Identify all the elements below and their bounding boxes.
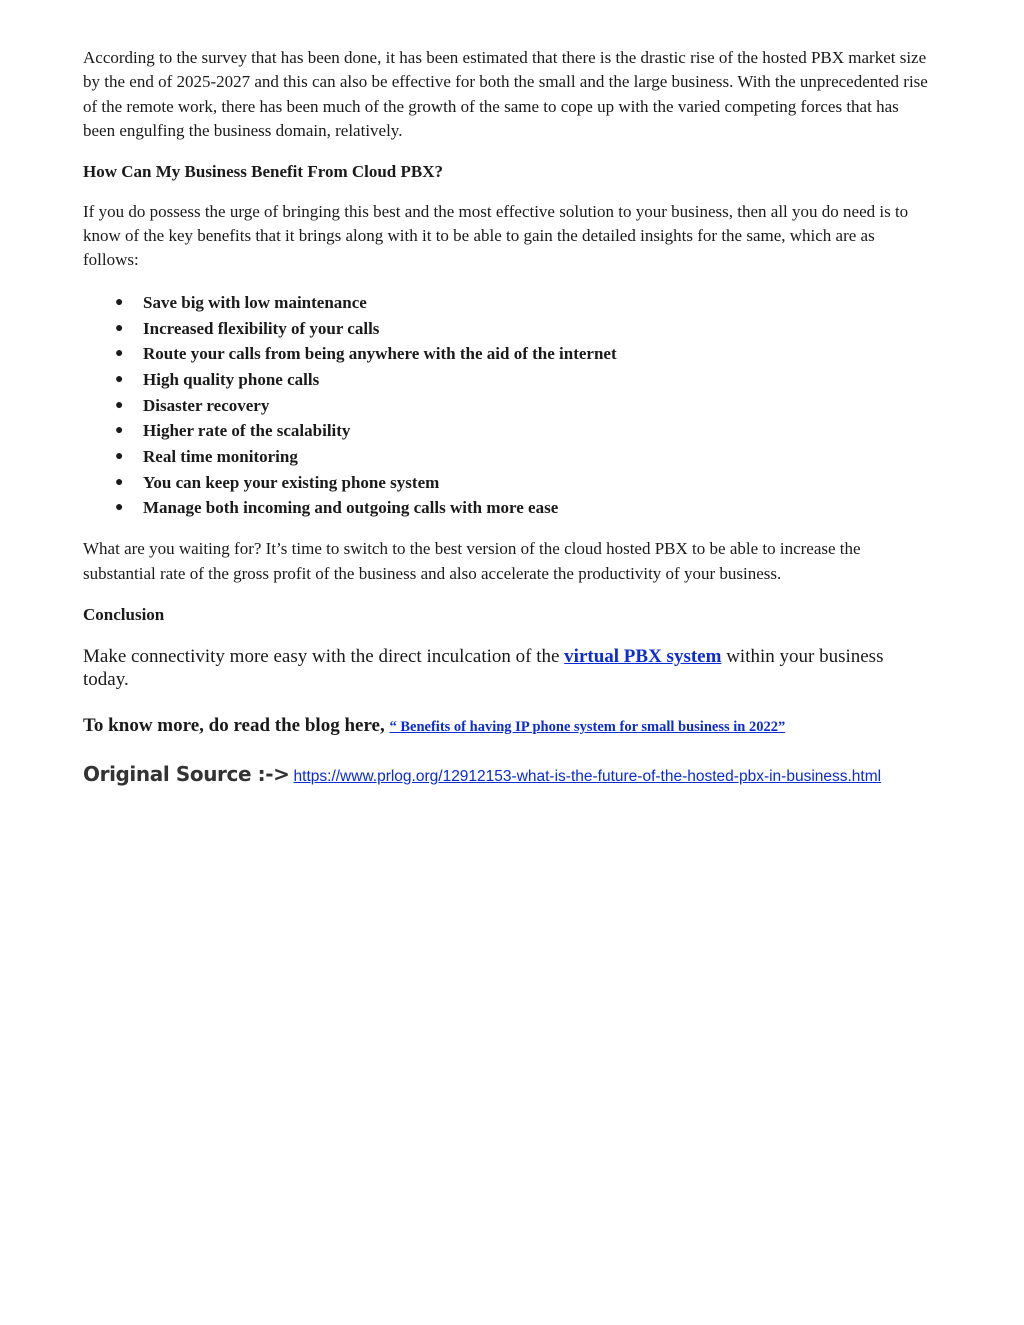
list-item-text: Higher rate of the scalability (143, 421, 351, 441)
list-item-text: Manage both incoming and outgoing calls with more ease (143, 498, 559, 518)
list-item (83, 495, 933, 521)
list-item (83, 290, 933, 316)
bullet-icon: ● (115, 320, 124, 336)
list-item (83, 393, 933, 419)
list-item-text: Real time monitoring (143, 447, 298, 467)
bullet-icon: ● (115, 371, 124, 387)
benefit-intro-paragraph: If you do possess the urge of bringing this best and the most effective solution to your business, then all you do need is to know of the key benefits that it brings along with it to be able to gain the detailed insights for the same, which are as follows: (83, 201, 909, 270)
source-line (83, 761, 933, 790)
list-item (83, 341, 933, 367)
bullet-icon: ● (115, 346, 124, 362)
benefit-heading: How Can My Business Benefit From Cloud PBX? (83, 161, 444, 181)
bullet-icon: ● (115, 500, 124, 516)
bullet-icon: ● (115, 449, 124, 465)
list-item (83, 444, 933, 470)
source-label: Original Source :-> (83, 761, 290, 786)
list-item (83, 316, 933, 342)
connectivity-paragraph (83, 645, 933, 692)
list-item-text: Increased flexibility of your calls (143, 318, 380, 338)
bullet-icon: ● (115, 423, 124, 439)
know-more-prefix: To know more, do read the blog here, (83, 714, 390, 736)
bullet-icon: ● (115, 474, 124, 490)
list-item-text: Route your calls from being anywhere with the aid of the internet (143, 344, 617, 364)
list-item (83, 470, 933, 496)
intro-paragraph: According to the survey that has been done, it has been estimated that there is the drastic rise of the hosted PBX market size by the end of 2025-2027 and this can also be effective for both the small and the large business. With the unprecedented rise of the remote work, there has been much of the growth of the same to cope up with the varied competing forces that has been engulfing the business domain, relatively. (83, 48, 928, 141)
list-item-text: High quality phone calls (143, 369, 320, 389)
conclusion-heading: Conclusion (83, 604, 165, 624)
benefits-list (83, 290, 933, 521)
connectivity-text-after: within your business today. (83, 645, 884, 691)
bullet-icon: ● (115, 397, 124, 413)
document-page (83, 46, 933, 790)
waiting-paragraph: What are you waiting for? It’s time to switch to the best version of the cloud hosted PBX to be able to increase the substantial rate of the gross profit of the business and also accelerate the productivity of your business. (83, 539, 861, 583)
source-url-link[interactable]: https://www.prlog.org/12912153-what-is-the-future-of-the-hosted-pbx-in-business.html (293, 767, 882, 785)
bullet-icon: ● (115, 294, 124, 310)
blog-link[interactable]: “ Benefits of having IP phone system for small business in 2022” (389, 718, 786, 735)
connectivity-text-before: Make connectivity more easy with the direct inculcation of the (83, 645, 565, 667)
virtual-pbx-link[interactable]: virtual PBX system (564, 645, 722, 667)
list-item-text: You can keep your existing phone system (143, 472, 440, 492)
list-item (83, 418, 933, 444)
know-more-paragraph (83, 714, 933, 739)
list-item-text: Save big with low maintenance (143, 292, 367, 312)
list-item-text: Disaster recovery (143, 395, 270, 415)
list-item (83, 367, 933, 393)
